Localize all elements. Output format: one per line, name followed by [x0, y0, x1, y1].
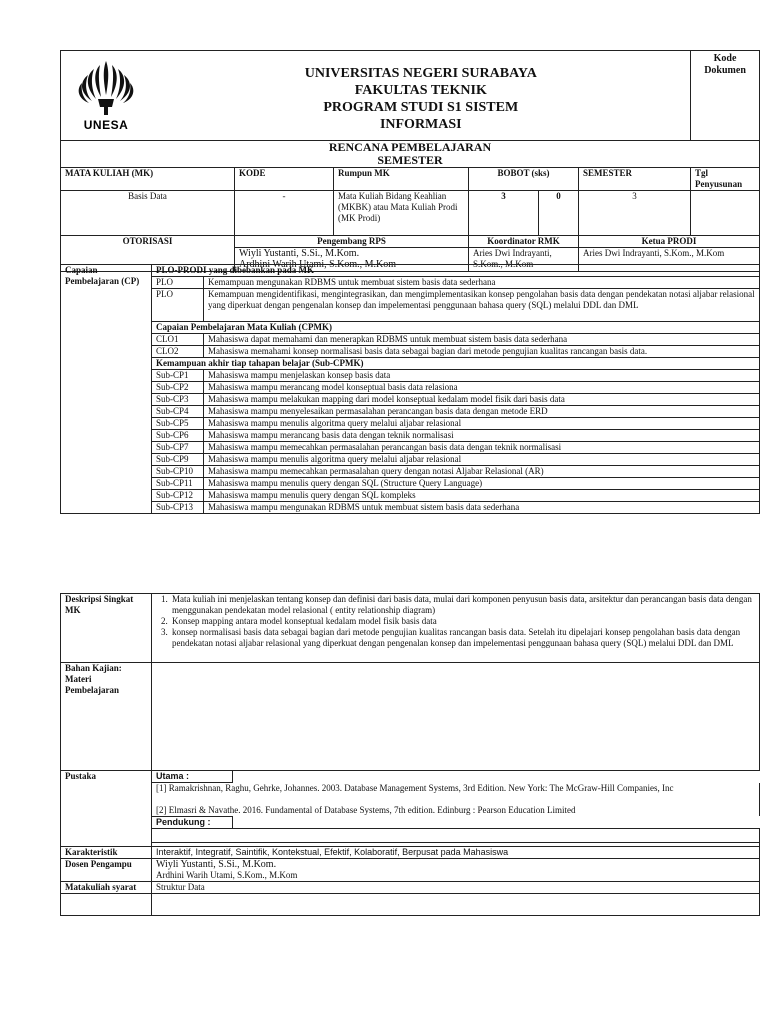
- value-rumpun: Mata Kuliah Bidang Keahlian (MKBK) atau Mata Kuliah Prodi (MK Prodi): [334, 191, 469, 236]
- subcp-row: [61, 466, 760, 478]
- col-bobot: BOBOT (sks): [469, 168, 579, 191]
- subcp-text: Mahasiswa mampu merancang basis data dengan teknik normalisasi: [204, 430, 760, 442]
- subcp-row: [61, 406, 760, 418]
- logo-cell: [61, 51, 152, 141]
- bahan-kajian-label: Bahan Kajian: Materi Pembelajaran: [61, 663, 152, 771]
- university-name: UNIVERSITAS NEGERI SURABAYA: [304, 65, 537, 81]
- col-kode: KODE: [235, 168, 334, 191]
- value-mata-kuliah: Basis Data: [61, 191, 235, 236]
- subcp-code: Sub-CP1: [152, 370, 204, 382]
- dosen-value: [152, 858, 760, 881]
- subcp-text: Mahasiswa mampu menulis query dengan SQL (Structure Query Language): [204, 478, 760, 490]
- plo-heading: PLO-PRODI yang dibebankan pada MK: [152, 265, 760, 277]
- subcp-text: Mahasiswa mampu menjelaskan konsep basis data: [204, 370, 760, 382]
- subcp-row: [61, 454, 760, 466]
- col-semester: SEMESTER: [579, 168, 691, 191]
- col-tgl: Tgl Penyusunan: [691, 168, 760, 191]
- subcp-code: Sub-CP7: [152, 442, 204, 454]
- rps-title-line2: SEMESTER: [377, 153, 443, 167]
- dosen-2: Ardhini Warih Utami, S.Kom., M.Kom: [156, 869, 298, 880]
- plo-row: [61, 277, 760, 289]
- subcp-text: Mahasiswa mampu menulis algoritma query melalui aljabar relasional: [204, 454, 760, 466]
- subcp-row: [61, 502, 760, 514]
- subcp-text: Mahasiswa mampu melakukan mapping dari model konseptual kedalam model fisik dari basis data: [204, 394, 760, 406]
- clo-row: [61, 346, 760, 358]
- rps-title-cell: [61, 141, 760, 168]
- subcp-row: [61, 430, 760, 442]
- subcp-code: Sub-CP3: [152, 394, 204, 406]
- unesa-logo-icon: [74, 55, 138, 133]
- deskripsi-content: [152, 594, 760, 663]
- subcp-code: Sub-CP9: [152, 454, 204, 466]
- value-semester: 3: [579, 191, 691, 236]
- subcp-code: Sub-CP12: [152, 490, 204, 502]
- subcp-text: Mahasiswa mampu memecahkan permasalahan perancangan basis data dengan teknik normalisasi: [204, 442, 760, 454]
- cp-label: Capaian Pembelajaran (CP): [61, 265, 152, 514]
- col-rumpun: Rumpun MK: [334, 168, 469, 191]
- subcp-text: Mahasiswa mampu merancang model konseptual basis data relasiona: [204, 382, 760, 394]
- clo-code: CLO1: [152, 334, 204, 346]
- clo-text: Mahasiswa memahami konsep normalisasi basis data sebagai bagian dari metode pengujian kualitas rancangan basis data.: [204, 346, 760, 358]
- pengembang-label: Pengembang RPS: [235, 236, 469, 248]
- kode-dokumen-label: Kode Dokumen: [704, 53, 746, 76]
- bahan-kajian-content: [152, 663, 760, 771]
- plo-code: PLO: [152, 277, 204, 289]
- subcp-code: Sub-CP6: [152, 430, 204, 442]
- syarat-value: Struktur Data: [152, 881, 760, 893]
- cpmk-heading: Capaian Pembelajaran Mata Kuliah (CPMK): [152, 322, 760, 334]
- clo-row: [61, 334, 760, 346]
- pengembang-2: Ardhini Warih Utami, S.Kom., M.Kom: [239, 259, 397, 270]
- subcp-text: Mahasiswa mampu menyelesaikan permasalahan perancangan basis data dengan metode ERD: [204, 406, 760, 418]
- karakteristik-label: Karakteristik: [61, 846, 152, 858]
- subcp-heading: Kemampuan akhir tiap tahapan belajar (Sub-CPMK): [152, 358, 760, 370]
- clo-text: Mahasiswa dapat memahami dan menerapkan RDBMS untuk membuat sistem basis data sederhana: [204, 334, 760, 346]
- subcp-row: [61, 442, 760, 454]
- deskripsi-item: 2. Konsep mapping antara model konseptual kedalam model fisik basis data: [170, 616, 755, 627]
- faculty-name: FAKULTAS TEKNIK: [354, 82, 487, 98]
- header-title-block: [152, 51, 691, 141]
- kode-dokumen-cell: [691, 51, 760, 141]
- ketua-label: Ketua PRODI: [579, 236, 760, 248]
- utama-spacer: [233, 771, 760, 783]
- pendukung-label: Pendukung :: [152, 816, 233, 828]
- koordinator-label: Koordinator RMK: [469, 236, 579, 248]
- subcp-row: [61, 490, 760, 502]
- ref2: [2] Elmasri & Navathe. 2016. Fundamental of Database Systems, 7th edition. Edinburg : Pearson Education Limited: [152, 805, 760, 817]
- rps-title-line1: RENCANA PEMBELAJARAN: [328, 140, 492, 154]
- program-name-line2: INFORMASI: [379, 116, 462, 132]
- col-mata-kuliah: MATA KULIAH (MK): [61, 168, 235, 191]
- otorisasi-label: OTORISASI: [61, 236, 235, 272]
- subcp-text: Mahasiswa mampu menulis query dengan SQL kompleks: [204, 490, 760, 502]
- utama-label: Utama :: [152, 771, 233, 783]
- plo-code: PLO: [152, 289, 204, 322]
- empty-cell-left: [61, 893, 152, 915]
- pendukung-spacer: [233, 816, 760, 828]
- cp-table: [60, 264, 760, 514]
- value-bobot-p: 0: [539, 191, 579, 236]
- subcp-code: Sub-CP11: [152, 478, 204, 490]
- deskripsi-item: 1. Mata kuliah ini menjelaskan tentang konsep dan definisi dari basis data, mulai dari komponen penyusun basis data, arsitektur dan perancangan basis data dengan menggunakan pendekatan model relasional ( entity relationship diagram): [170, 594, 755, 616]
- deskripsi-label: Deskripsi Singkat MK: [61, 594, 152, 663]
- dosen-label: Dosen Pengampu: [61, 858, 152, 881]
- value-kode: -: [235, 191, 334, 236]
- koordinator-value: Aries Dwi Indrayanti, S.Kom., M.Kom: [469, 248, 579, 272]
- plo-text: Kemampuan mengidentifikasi, mengintegrasikan, dan mengimplementasikan konsep pengolahan basis data dengan pendekatan notasi aljabar relasional yang diperkuat dengan pengenalan konsep dan impelementasi penggunaan bahasa query (SQL) melalui DDL dan DML: [204, 289, 760, 322]
- ref1: [1] Ramakrishnan, Raghu, Gehrke, Johannes. 2003. Database Management Systems, 3rd Edition. New York: The McGraw-Hill Companies, Inc: [152, 783, 760, 805]
- dosen-1: Wiyli Yustanti, S.Si., M.Kom.: [156, 858, 277, 870]
- subcp-text: Mahasiswa mampu memecahkan permasalahan query dengan notasi Aljabar Relasional (AR): [204, 466, 760, 478]
- karakteristik-value: Interaktif, Integratif, Saintifik, Kontekstual, Efektif, Kolaboratif, Berpusat pada Mahasiswa: [152, 846, 760, 858]
- empty-cell-right: [152, 893, 760, 915]
- subcp-row: [61, 394, 760, 406]
- subcp-code: Sub-CP4: [152, 406, 204, 418]
- subcp-row: [61, 418, 760, 430]
- subcp-code: Sub-CP5: [152, 418, 204, 430]
- subcp-row: [61, 382, 760, 394]
- rps-header-table: [60, 50, 760, 272]
- subcp-row: [61, 478, 760, 490]
- syarat-label: Matakuliah syarat: [61, 881, 152, 893]
- ketua-value: Aries Dwi Indrayanti, S.Kom., M.Kom: [579, 248, 760, 272]
- plo-row: [61, 289, 760, 322]
- value-tgl: [691, 191, 760, 236]
- svg-text:UNESA: UNESA: [83, 118, 129, 132]
- subcp-code: Sub-CP10: [152, 466, 204, 478]
- program-name-line1: PROGRAM STUDI S1 SISTEM: [323, 99, 519, 115]
- pengembang-1: Wiyli Yustanti, S.Si., M.Kom.: [239, 248, 360, 259]
- plo-text: Kemampuan mengunakan RDBMS untuk membuat sistem basis data sederhana: [204, 277, 760, 289]
- deskripsi-list: [156, 594, 755, 649]
- value-bobot-t: 3: [469, 191, 539, 236]
- deskripsi-item: 3. konsep normalisasi basis data sebagai bagian dari metode pengujian kualitas rancangan basis data. Setelah itu dipelajari konsep pengolahan basis data dengan pendekatan notasi aljabar relasional yang diperkuat dengan pengenalan konsep dan impelementasi penggunaan bahasa query (SQL) melalui DDL dan DML: [170, 627, 755, 649]
- subcp-text: Mahasiswa mampu menulis algoritma query melalui aljabar relasional: [204, 418, 760, 430]
- subcp-code: Sub-CP13: [152, 502, 204, 514]
- rps-detail-table: [60, 593, 760, 916]
- subcp-code: Sub-CP2: [152, 382, 204, 394]
- pendukung-content: [152, 828, 760, 842]
- subcp-text: Mahasiswa mampu mengunakan RDBMS untuk membuat sistem basis data sederhana: [204, 502, 760, 514]
- pustaka-label: Pustaka: [61, 771, 152, 847]
- subcp-row: [61, 370, 760, 382]
- clo-code: CLO2: [152, 346, 204, 358]
